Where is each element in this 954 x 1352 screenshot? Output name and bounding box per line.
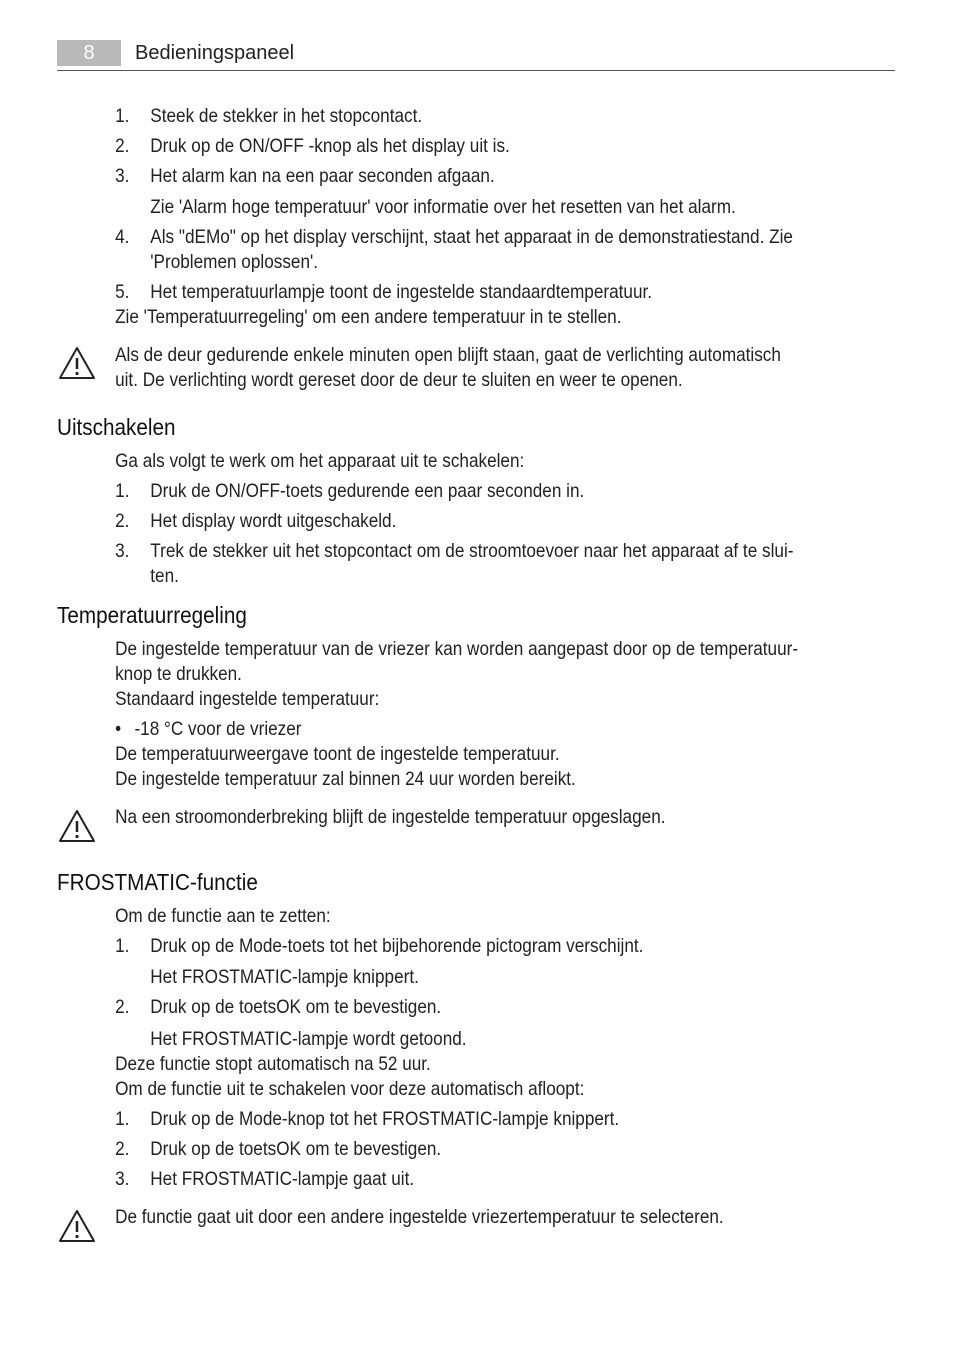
- list-text: ten.: [150, 565, 179, 587]
- list-text: Zie 'Alarm hoge temperatuur' voor informatie over het resetten van het alarm.: [150, 196, 736, 218]
- paragraph-text: De ingestelde temperatuur van de vriezer kan worden aangepast door op de temperatuur-: [115, 638, 799, 660]
- list-text: Druk op de ON/OFF -knop als het display uit is.: [150, 135, 510, 157]
- list-text: Druk op de toetsOK om te bevestigen.: [150, 1138, 442, 1160]
- heading-uitschakelen: Uitschakelen: [57, 414, 176, 440]
- paragraph-text: Deze functie stopt automatisch na 52 uur.: [115, 1053, 431, 1075]
- list-number: 3.: [115, 540, 130, 562]
- list-number: 5.: [115, 281, 130, 303]
- page-number: 8: [57, 40, 121, 66]
- list-text: Druk op de Mode-toets tot het bijbehorende pictogram verschijnt.: [150, 935, 644, 957]
- warning-icon: [57, 345, 97, 381]
- bullet-text: -18 °C voor de vriezer: [134, 718, 302, 740]
- list-text: Druk op de toetsOK om te bevestigen.: [150, 996, 442, 1018]
- list-number: 2.: [115, 510, 130, 532]
- warning-line: Als de deur gedurende enkele minuten open blijft staan, gaat de verlichting automatisch: [115, 344, 781, 366]
- warning-icon: [57, 1208, 97, 1244]
- list-number: 2.: [115, 996, 130, 1018]
- warning-line: De functie gaat uit door een andere ingestelde vriezertemperatuur te selecteren.: [115, 1206, 724, 1228]
- paragraph-text: De temperatuurweergave toont de ingestelde temperatuur.: [115, 743, 560, 765]
- list-text: Het FROSTMATIC-lampje knippert.: [150, 966, 419, 988]
- list-number: 2.: [115, 135, 130, 157]
- list-number: 1.: [115, 1108, 130, 1130]
- bullet-icon: •: [115, 718, 122, 740]
- list-text: Steek de stekker in het stopcontact.: [150, 105, 423, 127]
- warning-icon: [57, 808, 97, 844]
- paragraph-text: Standaard ingestelde temperatuur:: [115, 688, 380, 710]
- paragraph-text: Om de functie aan te zetten:: [115, 905, 331, 927]
- list-text: Druk de ON/OFF-toets gedurende een paar seconden in.: [150, 480, 585, 502]
- section-title: Bedieningspaneel: [135, 42, 295, 64]
- paragraph-text: knop te drukken.: [115, 663, 242, 685]
- warning-line: uit. De verlichting wordt gereset door de deur te sluiten en weer te openen.: [115, 369, 683, 391]
- list-number: 4.: [115, 226, 130, 248]
- heading-frostmatic: FROSTMATIC-functie: [57, 869, 258, 895]
- list-text: Als "dEMo" op het display verschijnt, staat het apparaat in de demonstratiestand. Zie: [150, 226, 793, 248]
- list-text: Het temperatuurlampje toont de ingestelde standaardtemperatuur.: [150, 281, 653, 303]
- list-number: 3.: [115, 1168, 130, 1190]
- list-number: 1.: [115, 935, 130, 957]
- list-number: 2.: [115, 1138, 130, 1160]
- list-text: Het alarm kan na een paar seconden afgaan.: [150, 165, 495, 187]
- list-text: Het FROSTMATIC-lampje gaat uit.: [150, 1168, 415, 1190]
- paragraph-text: Om de functie uit te schakelen voor deze automatisch afloopt:: [115, 1078, 585, 1100]
- paragraph-text: Zie 'Temperatuurregeling' om een andere temperatuur in te stellen.: [115, 306, 622, 328]
- paragraph-text: Ga als volgt te werk om het apparaat uit te schakelen:: [115, 450, 525, 472]
- list-text: Het display wordt uitgeschakeld.: [150, 510, 397, 532]
- list-text: Druk op de Mode-knop tot het FROSTMATIC-lampje knippert.: [150, 1108, 620, 1130]
- warning-line: Na een stroomonderbreking blijft de ingestelde temperatuur opgeslagen.: [115, 806, 666, 828]
- list-text: 'Problemen oplossen'.: [150, 251, 319, 273]
- list-number: 3.: [115, 165, 130, 187]
- paragraph-text: De ingestelde temperatuur zal binnen 24 uur worden bereikt.: [115, 768, 576, 790]
- list-text: Trek de stekker uit het stopcontact om de stroomtoevoer naar het apparaat af te slui-: [150, 540, 794, 562]
- list-number: 1.: [115, 480, 130, 502]
- list-number: 1.: [115, 105, 130, 127]
- heading-temperatuurregeling: Temperatuurregeling: [57, 602, 247, 628]
- list-text: Het FROSTMATIC-lampje wordt getoond.: [150, 1028, 467, 1050]
- page-header: [57, 40, 895, 71]
